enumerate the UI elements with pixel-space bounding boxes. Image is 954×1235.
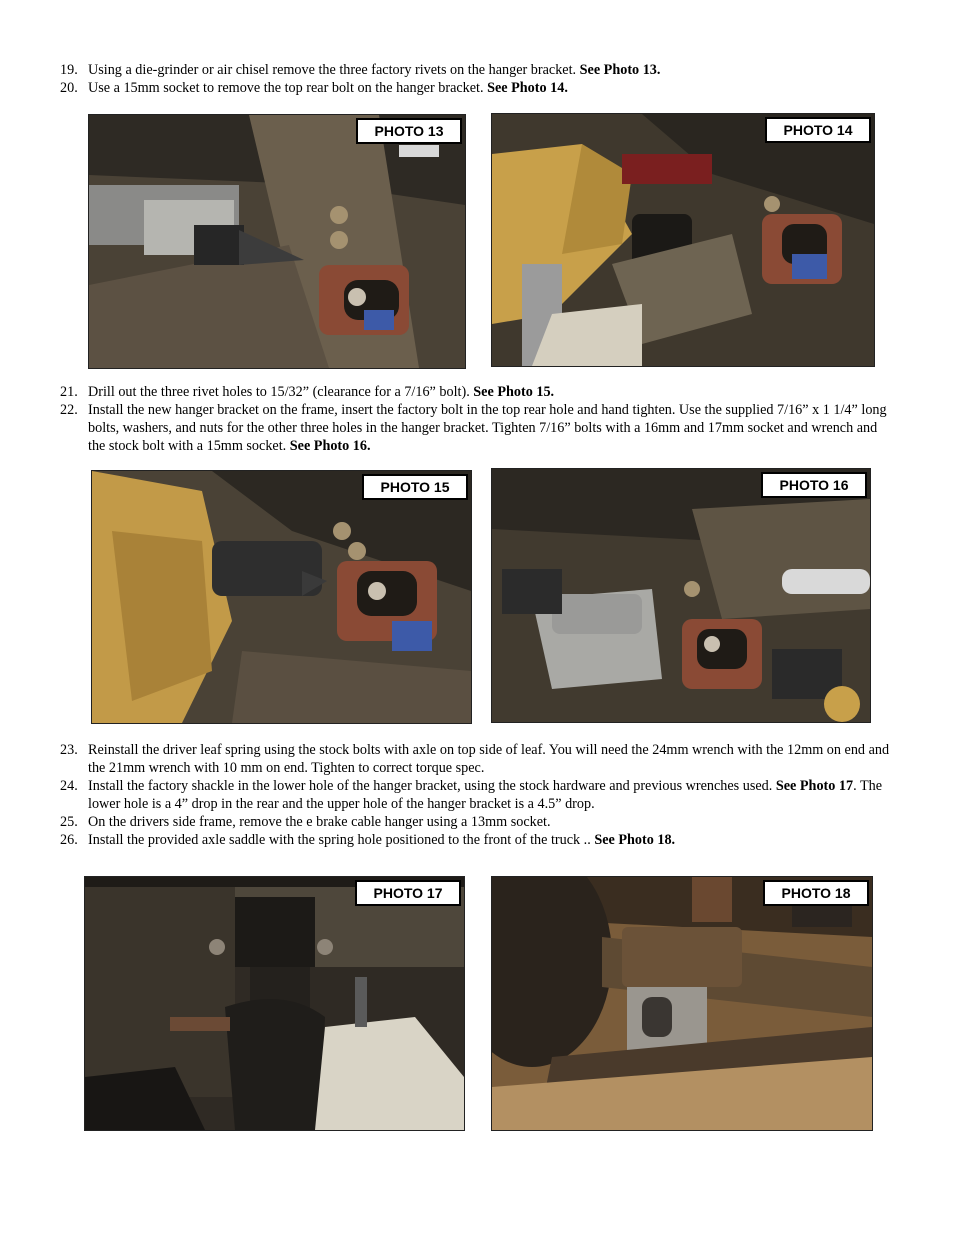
- photo-reference: See Photo 14.: [487, 80, 568, 96]
- step-number: 26.: [60, 832, 78, 848]
- photo-16-image: [492, 469, 870, 722]
- instruction-list-1: [0, 61, 954, 97]
- photo-18-image: [492, 877, 872, 1130]
- photo-17-label: PHOTO 17: [355, 880, 461, 906]
- step-text: Using a die-grinder or air chisel remove the three factory rivets on the hanger bracket.: [88, 62, 580, 78]
- photo-reference: See Photo 13.: [579, 62, 661, 78]
- step-text: Install the factory shackle in the lower hole of the hanger bracket, using the stock hardware and previous wrenches used.: [88, 778, 776, 794]
- instruction-list-3: [0, 741, 954, 849]
- photo-14-image: [492, 114, 874, 366]
- photo-14: [491, 113, 875, 367]
- photo-17-image: [85, 877, 464, 1130]
- step-text: Reinstall the driver leaf spring using the stock bolts with axle on top side of leaf. You will need the 24mm wrench with the 12mm on end and the 21mm wrench with 10 mm on end. Tighten to correct torque spec.: [88, 742, 890, 776]
- photo-reference: See Photo 15.: [473, 384, 555, 400]
- instruction-list-2: [0, 383, 954, 455]
- step-23: [0, 741, 954, 777]
- photo-15-image: [92, 471, 471, 723]
- step-number: 21.: [60, 384, 78, 400]
- step-text-tail: . The lower hole is a 4” drop in the rear and the upper hole of the hanger bracket is a 4.5” drop.: [88, 778, 883, 812]
- step-text: Install the provided axle saddle with the spring hole positioned to the front of the truck ..: [88, 832, 595, 848]
- photo-17: [84, 876, 465, 1131]
- step-number: 24.: [60, 778, 78, 794]
- photo-13-label: PHOTO 13: [356, 118, 462, 144]
- photo-18: [491, 876, 873, 1131]
- photo-16-label: PHOTO 16: [761, 472, 867, 498]
- photo-reference: See Photo 17: [775, 778, 854, 794]
- step-text: On the drivers side frame, remove the e brake cable hanger using a 13mm socket.: [88, 814, 551, 830]
- step-number: 23.: [60, 742, 78, 758]
- step-text: Drill out the three rivet holes to 15/32” (clearance for a 7/16” bolt).: [88, 384, 474, 400]
- step-19: [0, 61, 954, 79]
- step-number: 22.: [60, 402, 78, 418]
- photo-15: [91, 470, 472, 724]
- step-25: [0, 813, 954, 831]
- photo-18-label: PHOTO 18: [763, 880, 869, 906]
- step-20: [0, 79, 954, 97]
- step-text: Use a 15mm socket to remove the top rear bolt on the hanger bracket.: [88, 80, 488, 96]
- photo-15-label: PHOTO 15: [362, 474, 468, 500]
- photo-16: [491, 468, 871, 723]
- photo-14-label: PHOTO 14: [765, 117, 871, 143]
- step-24: [0, 777, 954, 813]
- step-number: 19.: [60, 62, 78, 78]
- step-26: [0, 831, 954, 849]
- step-number: 25.: [60, 814, 78, 830]
- photo-13-image: [89, 115, 465, 368]
- photo-reference: See Photo 16.: [289, 438, 371, 454]
- step-21: [0, 383, 954, 401]
- step-22: [0, 401, 954, 455]
- step-number: 20.: [60, 80, 78, 96]
- photo-reference: See Photo 18.: [594, 832, 676, 848]
- photo-13: [88, 114, 466, 369]
- step-text: Install the new hanger bracket on the frame, insert the factory bolt in the top rear hole and hand tighten. Use the supplied 7/16” x 1 1/4” long bolts, washers, and nuts for the other three holes in the hanger bracket. Tighten 7/16” bolts with a 16mm and 17mm socket and wrench and the stock bolt with a 15mm socket.: [88, 402, 887, 454]
